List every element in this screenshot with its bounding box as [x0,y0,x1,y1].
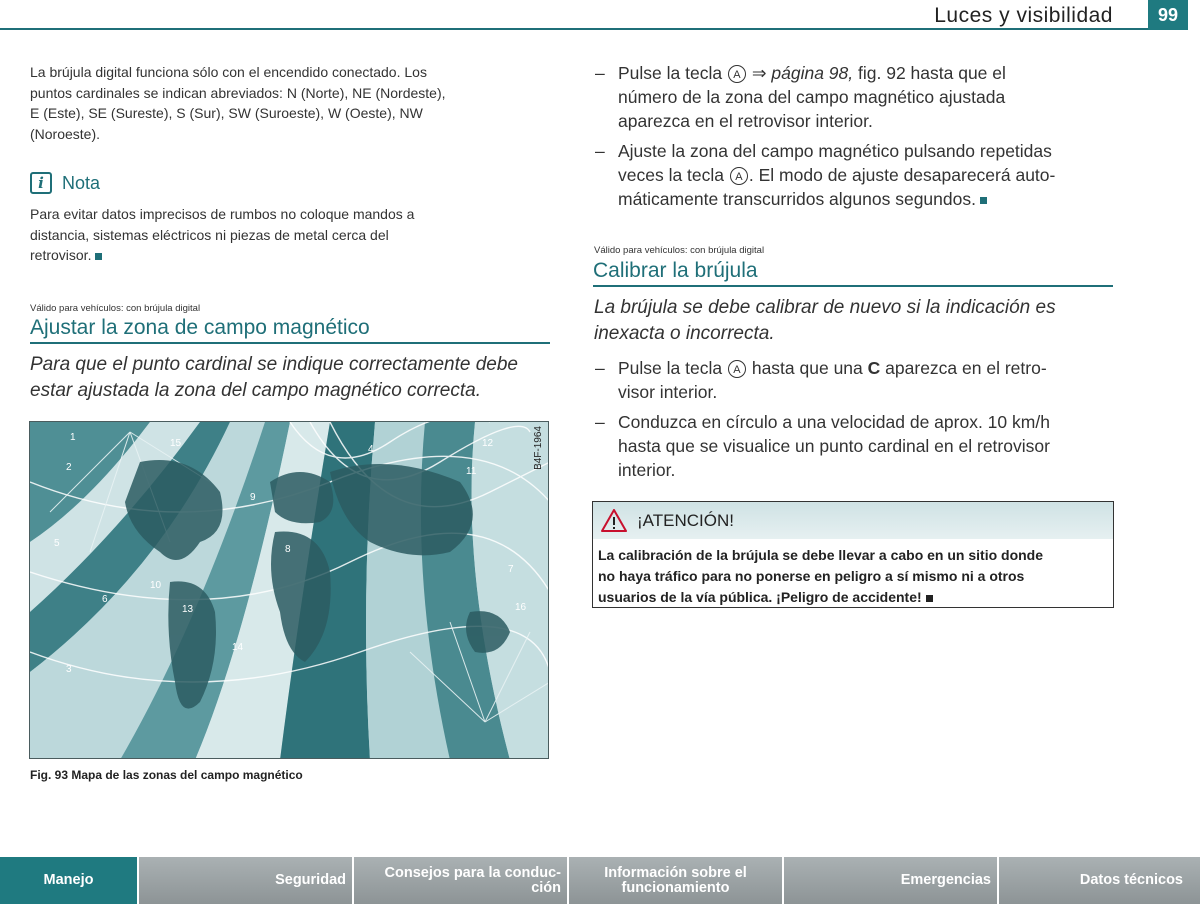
warning-text: La calibración de la brújula se debe llevar a cabo en un sitio donde no haya tráfico para no ponerse en peligro a sí mismo ni a otros usuarios de la vía pública. ¡Peligro de accidente! [598,547,1044,605]
zone-label: 3 [66,664,72,675]
zone-label: 8 [285,544,291,555]
intro-paragraph: La brújula digital funciona sólo con el encendido conectado. Los puntos cardinales se indican abreviados: N (Norte), NE (Nordeste), E (Este), SE (Sureste), S (Sur), SW (Suroeste), W (Oeste), NW (Noroeste). [30,64,446,142]
warning-header [593,502,1113,539]
zone-label: 9 [250,492,256,503]
key-a-icon: A [730,167,748,185]
zone-label: 12 [482,438,494,449]
zone-label: 1 [70,432,76,443]
nota-header [30,172,100,194]
end-square-icon [926,595,933,602]
tab-manejo[interactable]: Manejo [0,857,137,904]
warning-triangle-icon [601,509,627,532]
figure-code: B4F-1964 [533,426,544,470]
zone-label: 5 [54,538,60,549]
info-icon: i [30,172,52,194]
tab-consejos-conduccion[interactable]: Consejos para la conduc- ción [384,864,561,896]
header-rule [0,28,1148,30]
page-section-title: Luces y visibilidad [934,4,1113,27]
zone-label: 16 [515,602,527,613]
zone-label: 11 [466,466,477,477]
section-title-calibrate: Calibrar la brújula [593,259,1113,287]
nota-text: Para evitar datos imprecisos de rumbos no coloque mandos a distancia, sistemas eléctricos ni piezas de metal cerca del retrovisor. [30,206,415,263]
key-a-icon: A [728,65,746,83]
zone-label: 6 [102,594,108,605]
key-a-icon: A [728,360,746,378]
step-drive-circle: – Conduzca en círculo a una velocidad de aprox. 10 km/h hasta que se visualice un punto cardinal en el retrovisor interior. [595,412,1050,480]
map-graphic [30,422,549,759]
valid-for-note: Válido para vehículos: con brújula digital [30,303,201,314]
zone-label: 2 [66,462,72,473]
zone-label: 13 [182,604,194,615]
tab-datos-tecnicos[interactable]: Datos técnicos [1079,872,1183,888]
chapter-tab-bar [0,857,1200,904]
tab-emergencias[interactable]: Emergencias [900,872,991,888]
tab-informacion-funcionamiento[interactable]: Información sobre el funcionamiento [604,864,747,896]
nota-title: Nota [62,172,101,193]
warning-title: ¡ATENCIÓN! [637,510,734,530]
zone-label: 15 [170,438,182,449]
step-adjust-zone: – Ajuste la zona del campo magnético pulsando repetidas veces la tecla A . El modo de ajuste desaparecerá auto- máticamente transcurridos algunos segundos. [595,141,1056,209]
valid-for-note-calibrate: Válido para vehículos: con brújula digital [594,245,765,256]
magnetic-zone-map [29,421,549,759]
zone-label: 7 [508,564,514,575]
section-intro-calibrate: La brújula se debe calibrar de nuevo si la indicación es inexacta o incorrecta. [594,297,1056,344]
zone-label: 4 [368,444,374,455]
warning-box [592,501,1114,608]
step-press-c: – Pulse la tecla A hasta que una C aparezca en el retro- visor interior. [595,358,1047,402]
zone-label: 10 [150,580,162,591]
step-select-zone: – Pulse la tecla A ⇒ página 98, fig. 92 hasta que el número de la zona del campo magnético ajustada aparezca en el retrovisor interior. [595,63,1006,131]
section-title-zone: Ajustar la zona de campo magnético [30,316,550,344]
page-number: 99 [1148,0,1188,30]
tab-seguridad[interactable]: Seguridad [275,872,346,888]
figure-caption: Fig. 93 Mapa de las zonas del campo magnético [30,768,303,782]
end-square-icon [95,253,102,260]
section-intro-zone: Para que el punto cardinal se indique correctamente debe estar ajustada la zona del campo magnético correcta. [30,354,518,401]
zone-label: 14 [232,642,244,653]
end-square-icon [980,197,987,204]
